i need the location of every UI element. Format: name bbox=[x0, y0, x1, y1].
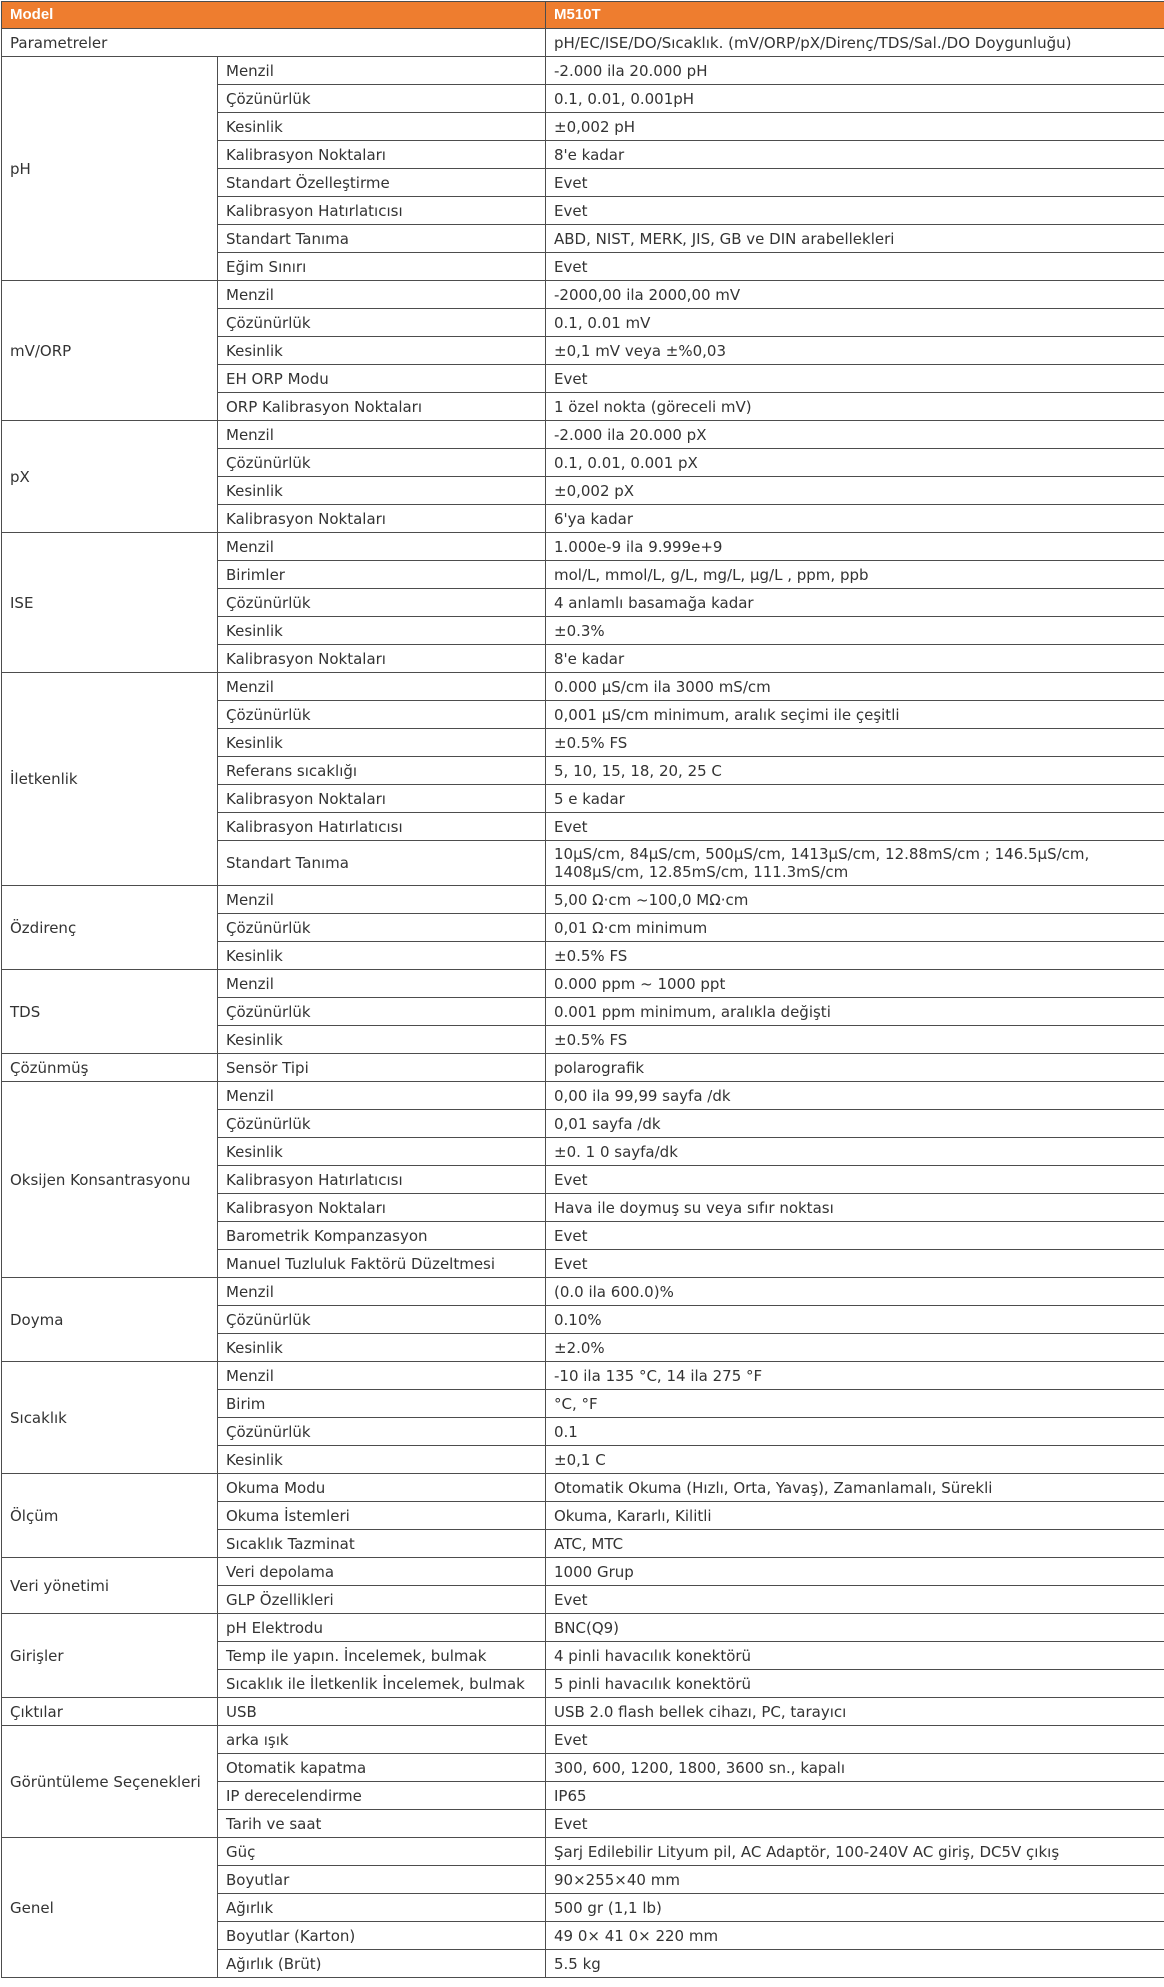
param-value: ±0,002 pH bbox=[546, 113, 1164, 141]
param-name: Çözünürlük bbox=[218, 85, 546, 113]
parameters-label: Parametreler bbox=[2, 29, 546, 57]
spec-row bbox=[2, 1054, 1164, 1082]
param-name: Ağırlık (Brüt) bbox=[218, 1950, 546, 1978]
spec-row bbox=[2, 1362, 1164, 1390]
param-name: Çözünürlük bbox=[218, 998, 546, 1026]
parameters-value: pH/EC/ISE/DO/Sıcaklık. (mV/ORP/pX/Direnç/TDS/Sal./DO Doygunluğu) bbox=[546, 29, 1164, 57]
param-name: arka ışık bbox=[218, 1726, 546, 1754]
param-name: IP derecelendirme bbox=[218, 1782, 546, 1810]
param-value: 5 e kadar bbox=[546, 785, 1164, 813]
param-value: ±0,1 mV veya ±%0,03 bbox=[546, 337, 1164, 365]
param-value: Evet bbox=[546, 253, 1164, 281]
param-name: Çözünürlük bbox=[218, 701, 546, 729]
param-name: Kalibrasyon Noktaları bbox=[218, 141, 546, 169]
group-label: Doyma bbox=[2, 1278, 218, 1362]
param-name: Veri depolama bbox=[218, 1558, 546, 1586]
param-value: ±2.0% bbox=[546, 1334, 1164, 1362]
param-name: Menzil bbox=[218, 281, 546, 309]
param-name: Çözünürlük bbox=[218, 449, 546, 477]
param-value: Evet bbox=[546, 1222, 1164, 1250]
param-value: -2.000 ila 20.000 pX bbox=[546, 421, 1164, 449]
group-label: Genel bbox=[2, 1838, 218, 1978]
model-label: Model bbox=[2, 2, 546, 29]
param-value: 1000 Grup bbox=[546, 1558, 1164, 1586]
param-name: Çözünürlük bbox=[218, 309, 546, 337]
param-value: 0,001 μS/cm minimum, aralık seçimi ile çeşitli bbox=[546, 701, 1164, 729]
param-value: 4 pinli havacılık konektörü bbox=[546, 1642, 1164, 1670]
header-row bbox=[2, 2, 1164, 29]
param-value: BNC(Q9) bbox=[546, 1614, 1164, 1642]
param-value: Evet bbox=[546, 1250, 1164, 1278]
param-value: (0.0 ila 600.0)% bbox=[546, 1278, 1164, 1306]
param-name: Temp ile yapın. İncelemek, bulmak bbox=[218, 1642, 546, 1670]
param-name: Eğim Sınırı bbox=[218, 253, 546, 281]
param-value: 0,00 ila 99,99 sayfa /dk bbox=[546, 1082, 1164, 1110]
param-value: 49 0× 41 0× 220 mm bbox=[546, 1922, 1164, 1950]
param-name: Çözünürlük bbox=[218, 1306, 546, 1334]
param-name: Sıcaklık Tazminat bbox=[218, 1530, 546, 1558]
param-value: Evet bbox=[546, 169, 1164, 197]
group-label: pH bbox=[2, 57, 218, 281]
parameters-row bbox=[2, 29, 1164, 57]
spec-row bbox=[2, 57, 1164, 85]
group-label: Veri yönetimi bbox=[2, 1558, 218, 1614]
group-label: mV/ORP bbox=[2, 281, 218, 421]
param-value: 0.10% bbox=[546, 1306, 1164, 1334]
param-name: Menzil bbox=[218, 1278, 546, 1306]
param-name: Kesinlik bbox=[218, 942, 546, 970]
param-name: Boyutlar bbox=[218, 1866, 546, 1894]
param-name: Kesinlik bbox=[218, 113, 546, 141]
param-name: Çözünürlük bbox=[218, 589, 546, 617]
param-name: Standart Özelleştirme bbox=[218, 169, 546, 197]
param-name: Sensör Tipi bbox=[218, 1054, 546, 1082]
param-name: Kalibrasyon Noktaları bbox=[218, 645, 546, 673]
param-name: Menzil bbox=[218, 886, 546, 914]
param-name: USB bbox=[218, 1698, 546, 1726]
param-name: Tarih ve saat bbox=[218, 1810, 546, 1838]
param-name: Kalibrasyon Hatırlatıcısı bbox=[218, 813, 546, 841]
param-value: ±0.5% FS bbox=[546, 729, 1164, 757]
param-name: Otomatik kapatma bbox=[218, 1754, 546, 1782]
spec-row bbox=[2, 281, 1164, 309]
param-value: Evet bbox=[546, 1166, 1164, 1194]
param-value: 5,00 Ω·cm ~100,0 MΩ·cm bbox=[546, 886, 1164, 914]
param-name: Birimler bbox=[218, 561, 546, 589]
param-value: ±0,1 C bbox=[546, 1446, 1164, 1474]
param-value: 0.000 ppm ~ 1000 ppt bbox=[546, 970, 1164, 998]
group-label: Oksijen Konsantrasyonu bbox=[2, 1082, 218, 1278]
spec-row bbox=[2, 970, 1164, 998]
param-name: Kesinlik bbox=[218, 1026, 546, 1054]
param-value: 0.1, 0.01, 0.001 pX bbox=[546, 449, 1164, 477]
param-value: 5.5 kg bbox=[546, 1950, 1164, 1978]
param-value: -2.000 ila 20.000 pH bbox=[546, 57, 1164, 85]
param-value: Evet bbox=[546, 1586, 1164, 1614]
param-value: 0,01 sayfa /dk bbox=[546, 1110, 1164, 1138]
param-value: Hava ile doymuş su veya sıfır noktası bbox=[546, 1194, 1164, 1222]
param-name: Kalibrasyon Hatırlatıcısı bbox=[218, 197, 546, 225]
model-value: M510T bbox=[546, 2, 1164, 29]
param-name: Ağırlık bbox=[218, 1894, 546, 1922]
param-name: Kesinlik bbox=[218, 337, 546, 365]
param-value: 6'ya kadar bbox=[546, 505, 1164, 533]
param-name: Menzil bbox=[218, 1362, 546, 1390]
group-label: Sıcaklık bbox=[2, 1362, 218, 1474]
param-value: mol/L, mmol/L, g/L, mg/L, μg/L , ppm, ppb bbox=[546, 561, 1164, 589]
param-value: Evet bbox=[546, 1810, 1164, 1838]
param-value: 0.1, 0.01, 0.001pH bbox=[546, 85, 1164, 113]
param-value: 0.001 ppm minimum, aralıkla değişti bbox=[546, 998, 1164, 1026]
spec-table bbox=[1, 1, 1164, 1978]
param-value: ±0.3% bbox=[546, 617, 1164, 645]
param-value: ±0.5% FS bbox=[546, 1026, 1164, 1054]
param-value: 0.1 bbox=[546, 1418, 1164, 1446]
param-value: Otomatik Okuma (Hızlı, Orta, Yavaş), Zamanlamalı, Sürekli bbox=[546, 1474, 1164, 1502]
group-label: Görüntüleme Seçenekleri bbox=[2, 1726, 218, 1838]
spec-row bbox=[2, 421, 1164, 449]
spec-row bbox=[2, 673, 1164, 701]
param-name: Okuma İstemleri bbox=[218, 1502, 546, 1530]
spec-row bbox=[2, 1726, 1164, 1754]
param-value: 300, 600, 1200, 1800, 3600 sn., kapalı bbox=[546, 1754, 1164, 1782]
param-value: 1 özel nokta (göreceli mV) bbox=[546, 393, 1164, 421]
spec-row bbox=[2, 886, 1164, 914]
group-label: TDS bbox=[2, 970, 218, 1054]
param-name: Standart Tanıma bbox=[218, 841, 546, 886]
spec-row bbox=[2, 1082, 1164, 1110]
param-value: °C, °F bbox=[546, 1390, 1164, 1418]
group-label: Ölçüm bbox=[2, 1474, 218, 1558]
param-value: 1.000e-9 ila 9.999e+9 bbox=[546, 533, 1164, 561]
param-value: 90×255×40 mm bbox=[546, 1866, 1164, 1894]
param-value: 8'e kadar bbox=[546, 141, 1164, 169]
group-label: Çıktılar bbox=[2, 1698, 218, 1726]
spec-row bbox=[2, 1698, 1164, 1726]
param-name: Kesinlik bbox=[218, 1138, 546, 1166]
group-label: pX bbox=[2, 421, 218, 533]
param-value: 0,01 Ω·cm minimum bbox=[546, 914, 1164, 942]
param-name: Kesinlik bbox=[218, 1446, 546, 1474]
param-name: Menzil bbox=[218, 970, 546, 998]
param-name: Manuel Tuzluluk Faktörü Düzeltmesi bbox=[218, 1250, 546, 1278]
param-value: ABD, NIST, MERK, JIS, GB ve DIN arabellekleri bbox=[546, 225, 1164, 253]
param-name: ORP Kalibrasyon Noktaları bbox=[218, 393, 546, 421]
group-label: Girişler bbox=[2, 1614, 218, 1698]
param-value: Evet bbox=[546, 197, 1164, 225]
spec-body bbox=[2, 29, 1164, 1978]
param-name: Standart Tanıma bbox=[218, 225, 546, 253]
param-name: Kesinlik bbox=[218, 729, 546, 757]
param-name: Kalibrasyon Hatırlatıcısı bbox=[218, 1166, 546, 1194]
spec-row bbox=[2, 1614, 1164, 1642]
param-name: Menzil bbox=[218, 57, 546, 85]
param-name: Çözünürlük bbox=[218, 1110, 546, 1138]
spec-row bbox=[2, 1474, 1164, 1502]
param-value: 8'e kadar bbox=[546, 645, 1164, 673]
param-value: 0.1, 0.01 mV bbox=[546, 309, 1164, 337]
param-name: Kalibrasyon Noktaları bbox=[218, 1194, 546, 1222]
param-value: 10μS/cm, 84μS/cm, 500μS/cm, 1413μS/cm, 12.88mS/cm ; 146.5μS/cm, 1408μS/cm, 12.85mS/cm, 111.3mS/cm bbox=[546, 841, 1164, 886]
param-value: 5, 10, 15, 18, 20, 25 C bbox=[546, 757, 1164, 785]
param-value: -10 ila 135 °C, 14 ila 275 °F bbox=[546, 1362, 1164, 1390]
group-label: İletkenlik bbox=[2, 673, 218, 886]
param-name: Barometrik Kompanzasyon bbox=[218, 1222, 546, 1250]
param-value: Evet bbox=[546, 1726, 1164, 1754]
param-value: 5 pinli havacılık konektörü bbox=[546, 1670, 1164, 1698]
param-value: IP65 bbox=[546, 1782, 1164, 1810]
param-value: ±0,002 pX bbox=[546, 477, 1164, 505]
group-label: Çözünmüş bbox=[2, 1054, 218, 1082]
param-name: GLP Özellikleri bbox=[218, 1586, 546, 1614]
param-name: Kesinlik bbox=[218, 1334, 546, 1362]
param-name: Menzil bbox=[218, 533, 546, 561]
param-name: Menzil bbox=[218, 673, 546, 701]
spec-row bbox=[2, 1278, 1164, 1306]
param-value: 500 gr (1,1 lb) bbox=[546, 1894, 1164, 1922]
param-name: Kesinlik bbox=[218, 617, 546, 645]
param-name: pH Elektrodu bbox=[218, 1614, 546, 1642]
param-name: Kalibrasyon Noktaları bbox=[218, 505, 546, 533]
group-label: ISE bbox=[2, 533, 218, 673]
param-value: polarografik bbox=[546, 1054, 1164, 1082]
param-value: Evet bbox=[546, 813, 1164, 841]
param-name: Birim bbox=[218, 1390, 546, 1418]
param-name: Menzil bbox=[218, 1082, 546, 1110]
param-value: Evet bbox=[546, 365, 1164, 393]
param-name: Güç bbox=[218, 1838, 546, 1866]
param-value: ±0.5% FS bbox=[546, 942, 1164, 970]
param-name: EH ORP Modu bbox=[218, 365, 546, 393]
param-value: Şarj Edilebilir Lityum pil, AC Adaptör, 100-240V AC giriş, DC5V çıkış bbox=[546, 1838, 1164, 1866]
param-value: ATC, MTC bbox=[546, 1530, 1164, 1558]
param-name: Boyutlar (Karton) bbox=[218, 1922, 546, 1950]
param-name: Menzil bbox=[218, 421, 546, 449]
spec-row bbox=[2, 533, 1164, 561]
param-value: 4 anlamlı basamağa kadar bbox=[546, 589, 1164, 617]
param-name: Okuma Modu bbox=[218, 1474, 546, 1502]
param-value: Okuma, Kararlı, Kilitli bbox=[546, 1502, 1164, 1530]
param-name: Referans sıcaklığı bbox=[218, 757, 546, 785]
param-name: Sıcaklık ile İletkenlik İncelemek, bulmak bbox=[218, 1670, 546, 1698]
spec-row bbox=[2, 1558, 1164, 1586]
group-label: Özdirenç bbox=[2, 886, 218, 970]
param-name: Kesinlik bbox=[218, 477, 546, 505]
param-value: USB 2.0 flash bellek cihazı, PC, tarayıcı bbox=[546, 1698, 1164, 1726]
param-value: -2000,00 ila 2000,00 mV bbox=[546, 281, 1164, 309]
param-value: ±0. 1 0 sayfa/dk bbox=[546, 1138, 1164, 1166]
param-name: Kalibrasyon Noktaları bbox=[218, 785, 546, 813]
param-name: Çözünürlük bbox=[218, 914, 546, 942]
param-value: 0.000 μS/cm ila 3000 mS/cm bbox=[546, 673, 1164, 701]
spec-row bbox=[2, 1838, 1164, 1866]
param-name: Çözünürlük bbox=[218, 1418, 546, 1446]
